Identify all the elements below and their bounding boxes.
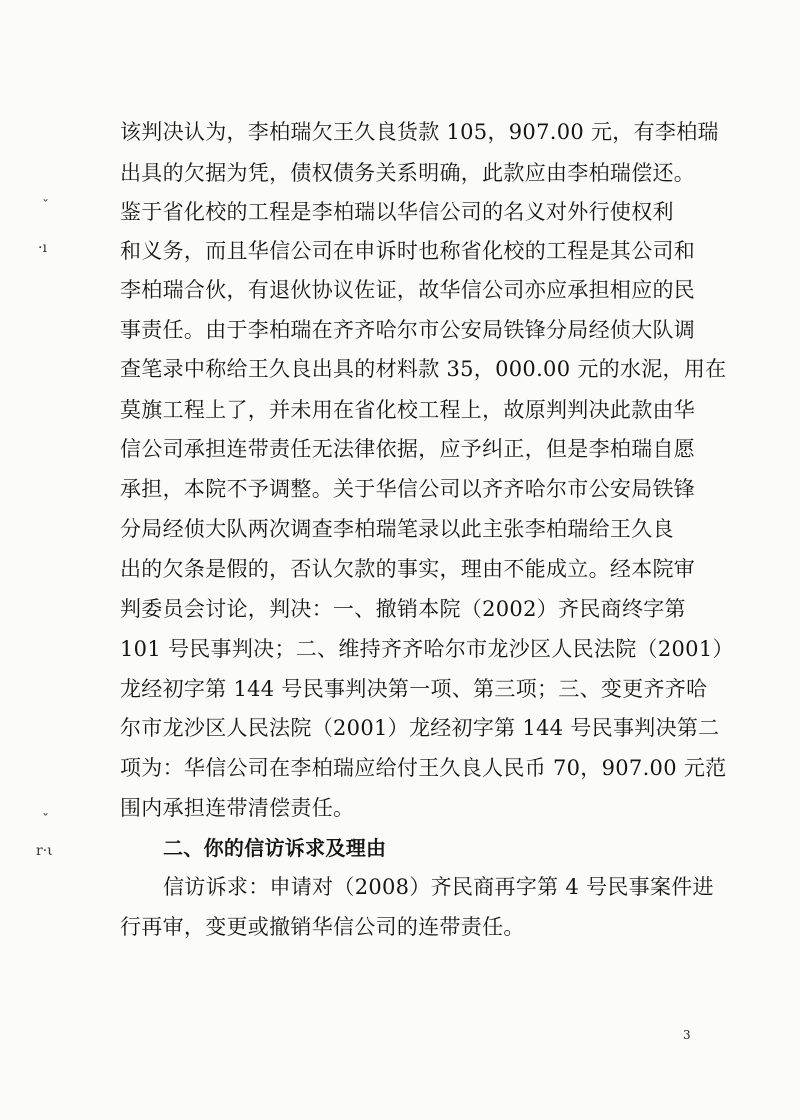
section-heading: 二、你的信访诉求及理由 bbox=[163, 835, 387, 860]
body-text-line: 围内承担连带清偿责任。 bbox=[120, 796, 355, 821]
body-text-line: 该判决认为，李柏瑞欠王久良货款 105，907.00 元，有李柏瑞 bbox=[120, 120, 719, 145]
body-text-line: 鉴于省化校的工程是李柏瑞以华信公司的名义对外行使权利 bbox=[120, 200, 674, 225]
request-text-line: 信访诉求：申请对（2008）齐民商再字第 4 号民事案件进 bbox=[163, 875, 714, 900]
request-text-line: 行再审，变更或撤销华信公司的连带责任。 bbox=[120, 914, 525, 939]
body-text-line: 出具的欠据为凭，债权债务关系明确，此款应由李柏瑞偿还。 bbox=[120, 160, 696, 185]
body-text-line: 承担，本院不予调整。关于华信公司以齐齐哈尔市公安局铁锋 bbox=[120, 476, 696, 501]
scan-mark: ˇ bbox=[42, 198, 49, 214]
scan-mark: r·ι bbox=[36, 843, 53, 859]
body-text-line: 项为：华信公司在李柏瑞应给付王久良人民币 70，907.00 元范 bbox=[120, 756, 727, 781]
page-number: 3 bbox=[683, 1028, 691, 1042]
body-text-line: 龙经初字第 144 号民事判决第一项、第三项；三、变更齐齐哈 bbox=[120, 676, 708, 701]
body-text-line: 和义务，而且华信公司在申诉时也称省化校的工程是其公司和 bbox=[120, 238, 696, 263]
body-text-line: 分局经侦大队两次调查李柏瑞笔录以此主张李柏瑞给王久良 bbox=[120, 517, 674, 542]
scan-mark: ˇ bbox=[42, 812, 49, 828]
body-text-line: 信公司承担连带责任无法律依据，应予纠正，但是李柏瑞自愿 bbox=[120, 437, 696, 462]
scan-mark: ·ı bbox=[38, 240, 47, 256]
body-text-line: 出的欠条是假的，否认欠款的事实，理由不能成立。经本院审 bbox=[120, 556, 696, 581]
body-text-line: 判委员会讨论，判决：一、撤销本院（2002）齐民商终字第 bbox=[120, 596, 686, 621]
body-text-line: 尔市龙沙区人民法院（2001）龙经初字第 144 号民事判决第二 bbox=[120, 716, 720, 741]
body-text-line: 101 号民事判决；二、维持齐齐哈尔市龙沙区人民法院（2001） bbox=[120, 636, 734, 661]
body-text-line: 事责任。由于李柏瑞在齐齐哈尔市公安局铁锋分局经侦大队调 bbox=[120, 317, 696, 342]
body-text-line: 查笔录中称给王久良出具的材料款 35，000.00 元的水泥，用在 bbox=[120, 357, 727, 382]
body-text-line: 莫旗工程上了，并未用在省化校工程上，故原判判决此款由华 bbox=[120, 397, 696, 422]
body-text-line: 李柏瑞合伙，有退伙协议佐证，故华信公司亦应承担相应的民 bbox=[120, 278, 696, 303]
